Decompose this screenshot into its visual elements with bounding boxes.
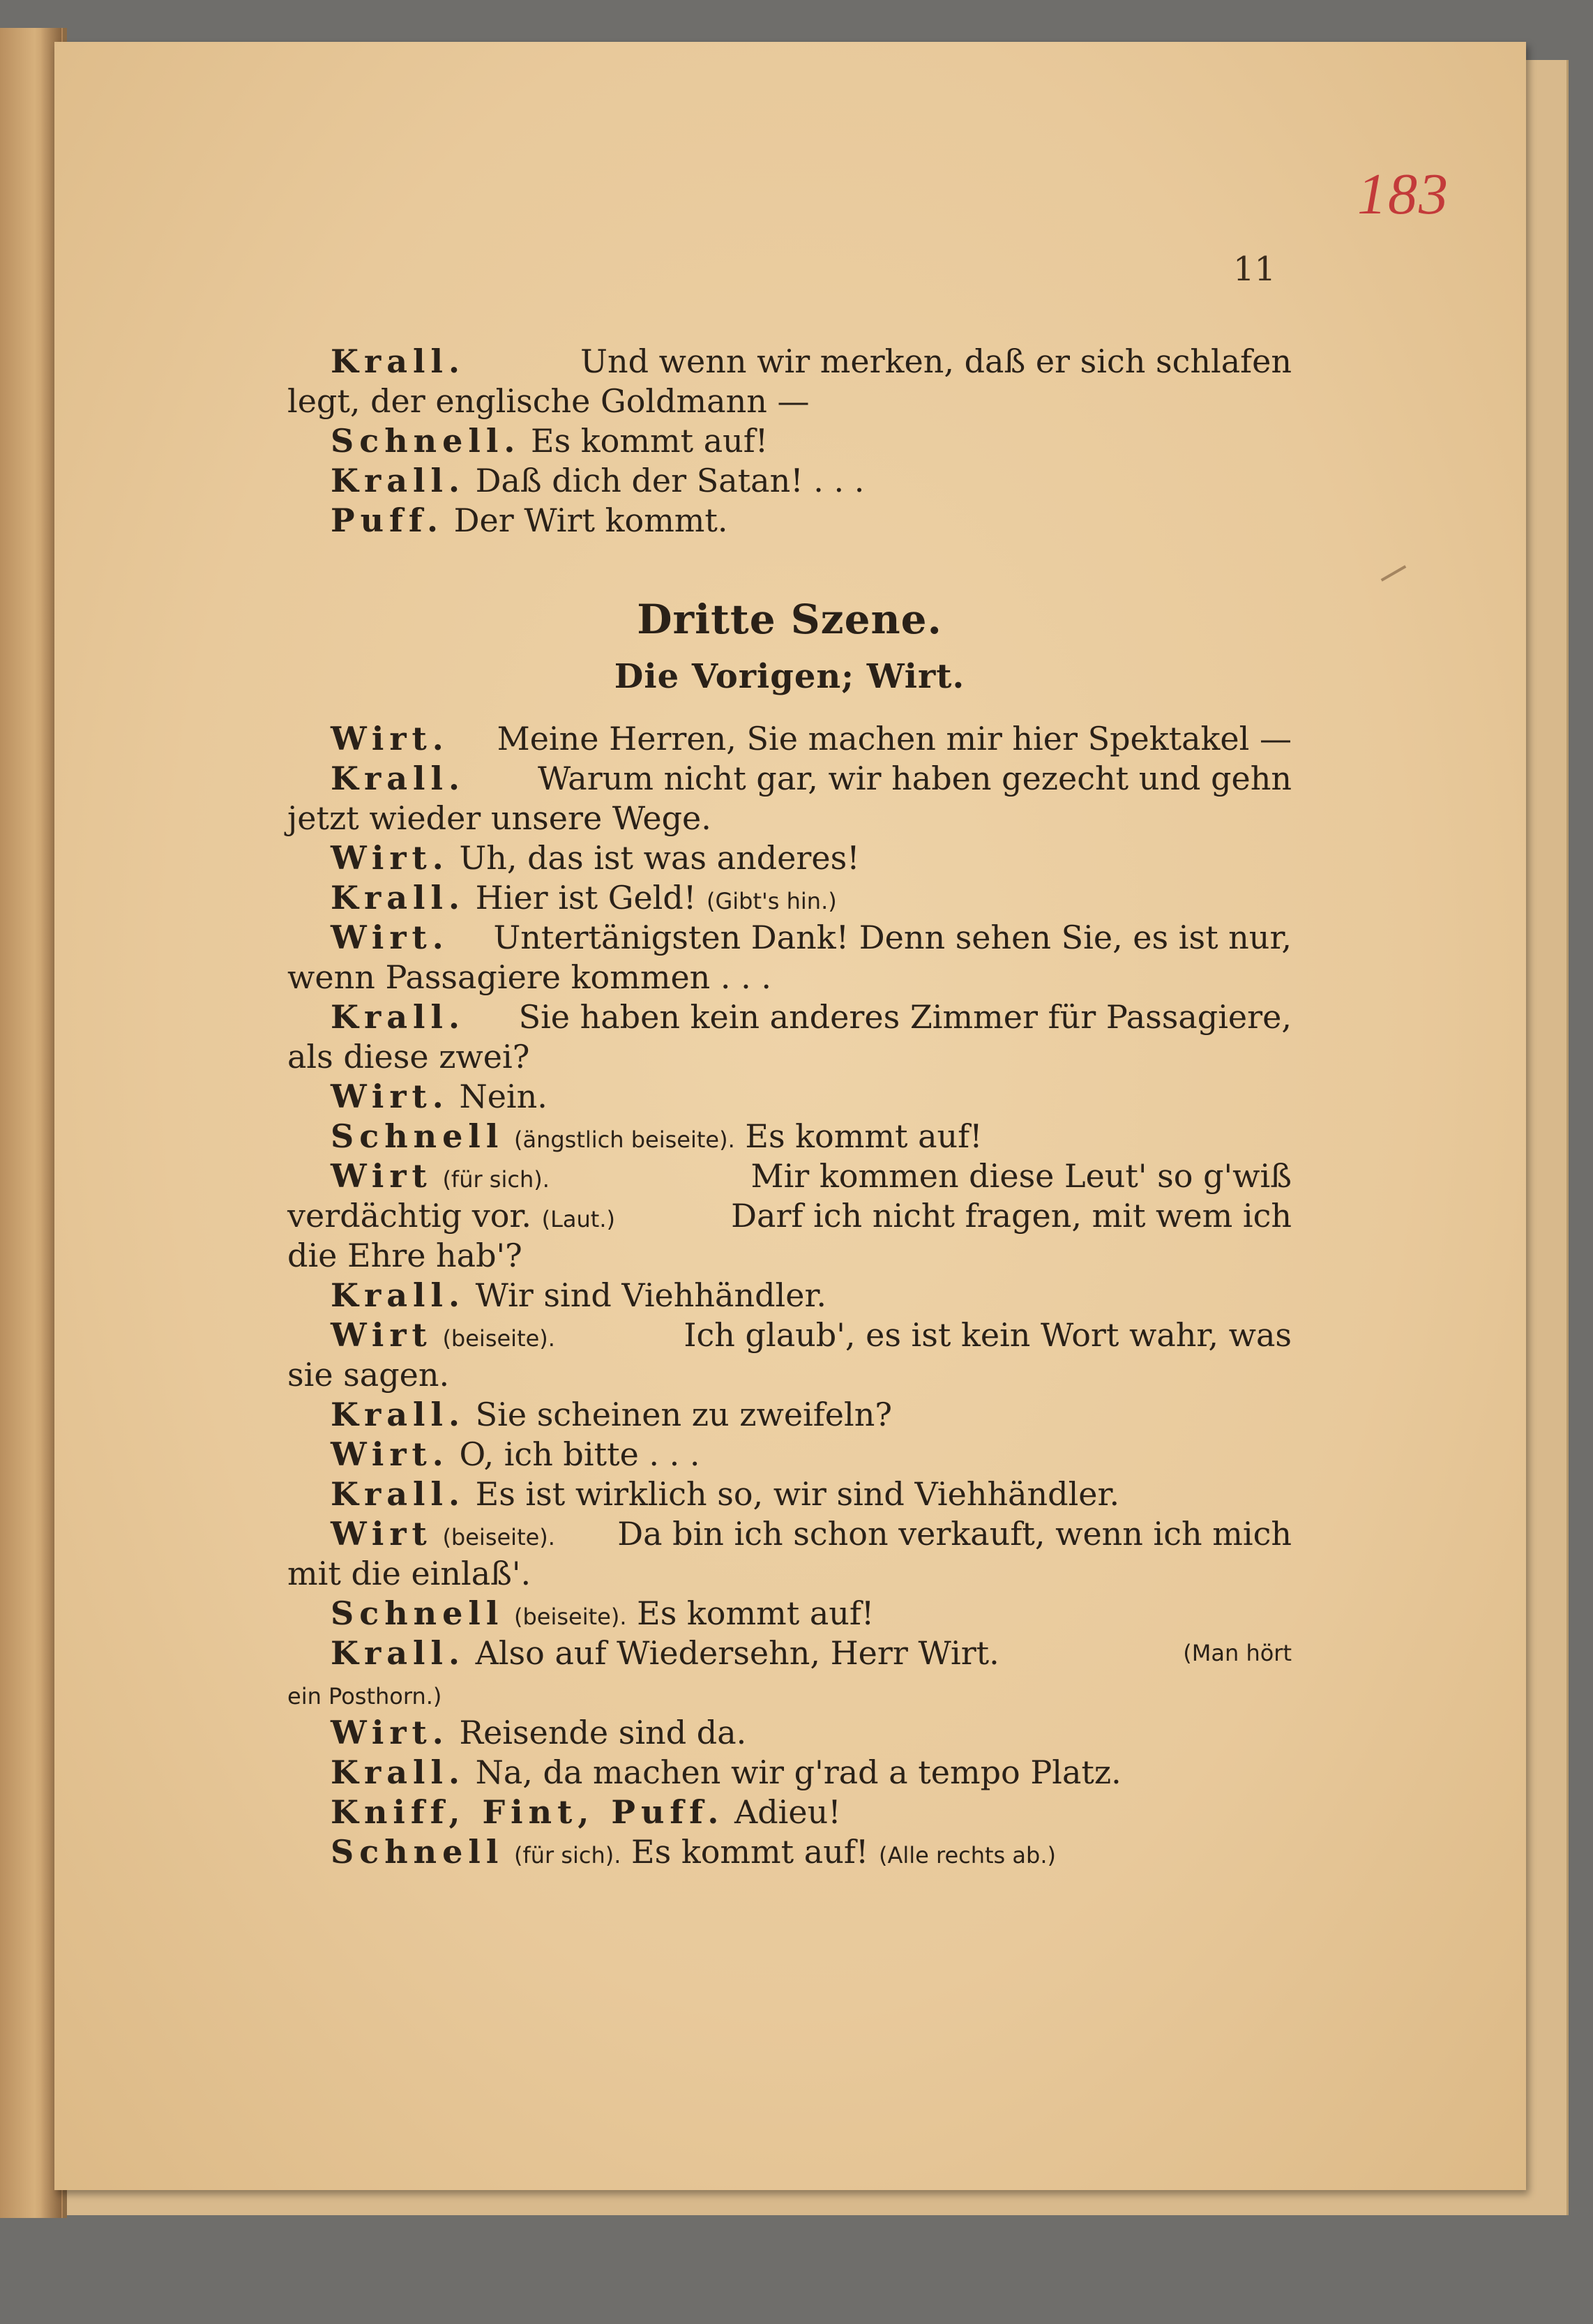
text-line (287, 1355, 1292, 1395)
text-line (287, 421, 1292, 461)
line-text: Sie scheinen zu zweifeln? (475, 1396, 892, 1433)
text-line (287, 1077, 1292, 1117)
text-line (287, 1633, 1292, 1673)
speaker-name: Schnell (331, 1117, 504, 1155)
line-text: verdächtig vor. (287, 1197, 531, 1235)
stage-direction: (beiseite). (513, 1604, 627, 1630)
book-page (54, 42, 1526, 2190)
speaker-name: Wirt. (331, 839, 449, 877)
stage-direction: (Man hört (1183, 1640, 1292, 1666)
line-text: Es kommt auf! (745, 1117, 983, 1155)
speaker-name: Krall. (331, 1475, 465, 1513)
text-line (287, 1315, 1292, 1355)
speaker-name: Krall. (331, 879, 465, 916)
text-line (287, 1673, 1292, 1713)
line-text: Reisende sind da. (459, 1714, 747, 1751)
spacer (287, 702, 1292, 719)
line-text: Untertänigsten Dank! Denn sehen Sie, es ist nur, (493, 919, 1292, 956)
line-text: Na, da machen wir g'rad a tempo Platz. (475, 1753, 1122, 1791)
speaker-name: Krall. (331, 1753, 465, 1791)
line-text: Darf ich nicht fragen, mit wem ich (731, 1197, 1292, 1235)
speaker-name: Schnell. (331, 422, 521, 460)
stage-direction: (ängstlich beiseite). (513, 1126, 735, 1153)
line-text: Sie haben kein anderes Zimmer für Passagiere, (518, 998, 1292, 1036)
text-line (287, 1793, 1292, 1832)
text-line (287, 878, 1292, 918)
spacer (287, 541, 1292, 588)
speaker-name: Wirt. (331, 1078, 449, 1115)
line-text: legt, der englische Goldmann — (287, 382, 810, 420)
text-line (287, 1156, 1292, 1196)
text-line (287, 997, 1292, 1037)
line-text: Uh, das ist was anderes! (459, 839, 860, 877)
line-text: Adieu! (734, 1793, 841, 1831)
line-text: Es kommt auf! (637, 1594, 875, 1632)
line-text: Daß dich der Satan! . . . (475, 462, 865, 499)
speaker-name: Krall. (331, 1634, 465, 1672)
text-line (287, 461, 1292, 501)
text-line (287, 1435, 1292, 1474)
text-line (287, 719, 1292, 759)
speaker-name: Krall. (331, 760, 465, 797)
text-line (287, 1753, 1292, 1793)
speaker-name: Krall. (331, 1396, 465, 1433)
stage-direction: (beiseite). (442, 1325, 555, 1352)
text-line (287, 1514, 1292, 1554)
text-line (287, 918, 1292, 958)
text-line (287, 838, 1292, 878)
speaker-name: Kniff, Fint, Puff. (331, 1793, 725, 1831)
text-line (287, 1554, 1292, 1594)
line-text: Und wenn wir merken, daß er sich schlafen (580, 342, 1292, 380)
text-line (287, 1832, 1292, 1872)
speaker-name: Krall. (331, 998, 465, 1036)
line-text: sie sagen. (287, 1356, 450, 1394)
stage-direction: ein Posthorn.) (287, 1683, 442, 1710)
text-line (287, 342, 1292, 382)
line-text: Also auf Wiedersehn, Herr Wirt. (475, 1634, 999, 1672)
line-text: Mir kommen diese Leut' so g'wiß (750, 1157, 1292, 1195)
speaker-name: Krall. (331, 342, 465, 380)
scene-heading: Dritte Szene. (637, 596, 942, 643)
speaker-name: Puff. (331, 501, 444, 539)
text-line (287, 501, 1292, 541)
stage-direction: (beiseite). (442, 1524, 555, 1550)
text-line (287, 799, 1292, 838)
speaker-name: Wirt (331, 1316, 432, 1354)
text-line (287, 1713, 1292, 1753)
line-text: Hier ist Geld! (475, 879, 697, 916)
handwritten-folio-number: 183 (1357, 162, 1449, 227)
text-line (287, 1594, 1292, 1633)
line-text: O, ich bitte . . . (459, 1435, 700, 1473)
line-text: Da bin ich schon verkauft, wenn ich mich (617, 1515, 1292, 1553)
stage-direction: (für sich). (513, 1842, 621, 1869)
line-text: jetzt wieder unsere Wege. (287, 799, 711, 837)
speaker-name: Krall. (331, 462, 465, 499)
speaker-name: Schnell (331, 1833, 504, 1871)
page-text (287, 342, 1292, 1872)
speaker-name: Wirt. (331, 1714, 449, 1751)
stage-direction: (Gibt's hin.) (706, 888, 837, 914)
stage-direction: (Alle rechts ab.) (878, 1842, 1056, 1869)
line-text: Wir sind Viehhändler. (475, 1276, 827, 1314)
text-line (287, 1037, 1292, 1077)
line-text: Es ist wirklich so, wir sind Viehhändler. (475, 1475, 1120, 1513)
line-text: mit die einlaß'. (287, 1555, 531, 1592)
text-line (287, 1276, 1292, 1315)
speaker-name: Wirt (331, 1515, 432, 1553)
line-text: die Ehre hab'? (287, 1237, 522, 1274)
line-text: Warum nicht gar, wir haben gezecht und gehn (538, 760, 1292, 797)
speaker-name: Wirt. (331, 1435, 449, 1473)
line-text: Es kommt auf! (631, 1833, 869, 1871)
line-text: als diese zwei? (287, 1038, 530, 1076)
stage-direction: (für sich). (442, 1166, 550, 1193)
line-text: Der Wirt kommt. (453, 501, 728, 539)
printed-page-number: 11 (1233, 250, 1276, 289)
text-line (287, 1117, 1292, 1156)
text-line (287, 1236, 1292, 1276)
speaker-name: Krall. (331, 1276, 465, 1314)
text-line (287, 1196, 1292, 1236)
text-line (287, 958, 1292, 997)
text-line (287, 1474, 1292, 1514)
line-text: Meine Herren, Sie machen mir hier Spektakel — (497, 720, 1292, 757)
pencil-mark (1381, 565, 1407, 581)
speaker-name: Wirt. (331, 919, 449, 956)
text-line (287, 1395, 1292, 1435)
speaker-name: Wirt (331, 1157, 432, 1195)
line-text: Nein. (459, 1078, 548, 1115)
text-line (287, 382, 1292, 421)
stage-direction: (Laut.) (541, 1206, 615, 1232)
speaker-name: Schnell (331, 1594, 504, 1632)
line-text: Ich glaub', es ist kein Wort wahr, was (684, 1316, 1292, 1354)
scene-characters: Die Vorigen; Wirt. (614, 657, 965, 696)
speaker-name: Wirt. (331, 720, 449, 757)
line-text: wenn Passagiere kommen . . . (287, 958, 772, 996)
line-text: Es kommt auf! (530, 422, 769, 460)
text-line (287, 759, 1292, 799)
